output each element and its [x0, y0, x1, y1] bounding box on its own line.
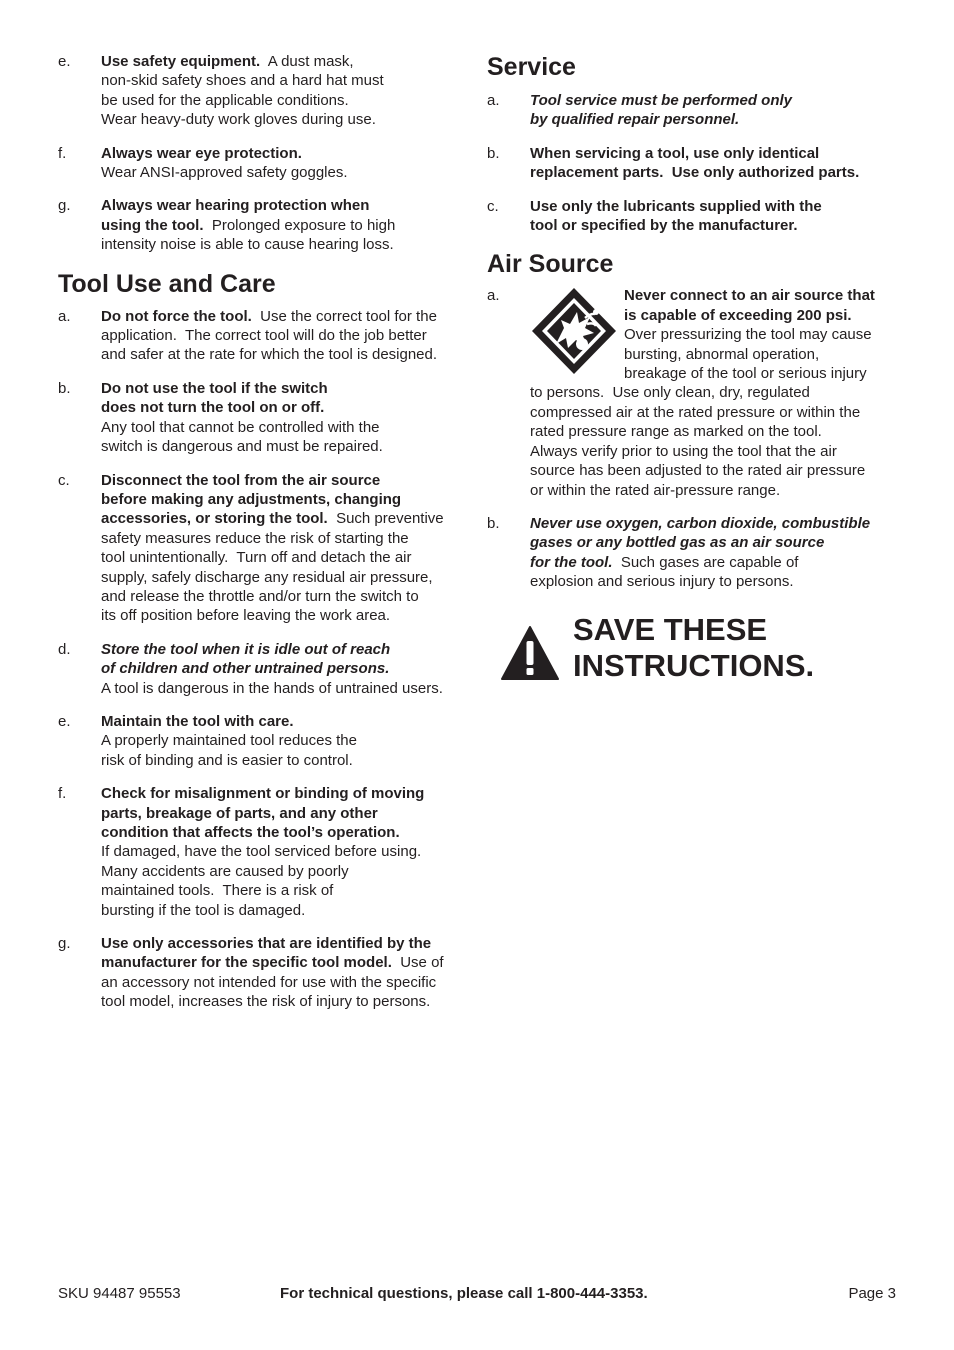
- text-line: [101, 490, 476, 509]
- text-line: [101, 862, 476, 881]
- item-body: [530, 144, 907, 183]
- text-line: [101, 679, 476, 698]
- item-body: [101, 784, 476, 920]
- emphasis-text: Maintain the tool with care.: [101, 712, 294, 730]
- emphasis-text: Disconnect the tool from the air source: [101, 471, 381, 489]
- page-footer: [58, 1285, 896, 1305]
- body-text: and release the throttle and/or turn the switch to: [101, 587, 419, 605]
- body-text: switch is dangerous and must be repaired.: [101, 438, 383, 456]
- body-text: Wear heavy-duty work gloves during use.: [101, 111, 376, 129]
- text-line: [101, 379, 476, 398]
- item-letter: f.: [58, 144, 67, 162]
- text-line: [530, 572, 907, 591]
- emphasis-text: Use only accessories that are identified by the: [101, 935, 432, 953]
- item-letter: c.: [58, 471, 70, 489]
- text-line: [101, 953, 476, 972]
- save-instructions-banner: [501, 612, 907, 684]
- list-item: [487, 144, 907, 183]
- body-text: compressed air at the rated pressure or within the: [530, 403, 861, 421]
- emphasis-text: manufacturer for the specific tool model.: [101, 954, 392, 972]
- item-body: [101, 307, 476, 365]
- service-heading: Service: [487, 53, 576, 81]
- body-text: and safer at the rate for which the tool is designed.: [101, 346, 438, 364]
- emphasis-text: When servicing a tool, use only identical: [530, 144, 820, 162]
- body-text: Such gases are capable of: [612, 553, 799, 571]
- item-letter: a.: [487, 92, 500, 109]
- emphasis-text: accessories, or storing the tool.: [101, 510, 328, 528]
- text-line: [101, 91, 476, 110]
- text-line: [530, 163, 907, 182]
- text-line: [101, 973, 476, 992]
- text-line: [530, 481, 907, 500]
- text-line: [101, 804, 476, 823]
- item-body: [101, 379, 476, 457]
- body-text: tool unintentionally. Turn off and detach the air: [101, 549, 412, 567]
- item-body: [530, 514, 907, 592]
- text-line: [101, 640, 476, 659]
- text-line: [101, 163, 476, 182]
- body-text: application. The correct tool will do the job better: [101, 327, 427, 345]
- text-line: [530, 442, 907, 461]
- text-line: [530, 144, 907, 163]
- sku-number: SKU 94487 95553: [58, 1285, 181, 1302]
- text-line: [530, 533, 907, 552]
- body-text: Such preventive: [327, 510, 444, 528]
- service-list: [487, 91, 907, 235]
- item-letter: f.: [58, 785, 67, 803]
- text-line: [101, 587, 476, 606]
- emphasis-text: Tool service must be performed only: [530, 92, 793, 109]
- item-letter: a.: [487, 287, 500, 305]
- list-item: [58, 784, 476, 920]
- text-line: [101, 110, 476, 129]
- list-item: [487, 91, 907, 130]
- right-column: [487, 52, 907, 684]
- list-item: [58, 52, 476, 130]
- body-text: risk of binding and is easier to control.: [101, 751, 353, 769]
- item-letter: a.: [58, 307, 71, 325]
- body-text: rated pressure range as marked on the tool.: [530, 423, 822, 441]
- text-line: [101, 529, 476, 548]
- emphasis-text: Store the tool when it is idle out of reach: [101, 640, 391, 658]
- save-line-2: INSTRUCTIONS.: [573, 647, 815, 683]
- emphasis-text: tool or specified by the manufacturer.: [530, 217, 798, 235]
- text-line: [101, 568, 476, 587]
- item-body: [101, 471, 476, 626]
- body-text: bursting if the tool is damaged.: [101, 901, 306, 919]
- body-text: intensity noise is able to cause hearing loss.: [101, 236, 394, 254]
- body-text: Always verify prior to using the tool that the air: [530, 442, 837, 460]
- emphasis-text: Use safety equipment.: [101, 53, 261, 70]
- item-body: [101, 144, 476, 183]
- item-body: [101, 196, 476, 254]
- body-text: safety measures reduce the risk of starting the: [101, 529, 409, 547]
- body-text: an accessory not intended for use with the specific: [101, 973, 437, 991]
- body-text: tool model, increases the risk of injury to persons.: [101, 993, 431, 1011]
- text-line: [530, 403, 907, 422]
- list-item: [58, 196, 476, 254]
- list-item: [58, 712, 476, 770]
- text-line: [101, 823, 476, 842]
- body-text: maintained tools. There is a risk of: [101, 882, 334, 900]
- text-line: [101, 471, 476, 490]
- item-body: [530, 91, 907, 130]
- item-letter: b.: [487, 144, 500, 162]
- air-a-below-text: [530, 383, 907, 499]
- item-letter: g.: [58, 935, 71, 953]
- emphasis-text: for the tool.: [530, 553, 613, 571]
- emphasis-text: Never use oxygen, carbon dioxide, combustible: [530, 514, 871, 532]
- list-item: [58, 144, 476, 183]
- item-letter: e.: [58, 53, 71, 70]
- body-text: breakage of the tool or serious injury: [624, 365, 867, 383]
- air-b-container: [487, 514, 907, 592]
- text-line: [530, 216, 907, 235]
- tool-use-list: [58, 307, 476, 1012]
- text-line: [101, 345, 476, 364]
- body-text: Many accidents are caused by poorly: [101, 862, 349, 880]
- text-line: [530, 553, 907, 572]
- text-line: [101, 606, 476, 625]
- text-line: [530, 461, 907, 480]
- list-item: [58, 640, 476, 698]
- text-line: [101, 418, 476, 437]
- body-text: If damaged, have the tool serviced before using.: [101, 843, 422, 861]
- item-body: [101, 934, 476, 1012]
- list-item: [487, 286, 907, 499]
- explosion-hazard-icon: [530, 286, 624, 382]
- list-item: [487, 197, 907, 236]
- emphasis-text: does not turn the tool on or off.: [101, 399, 325, 417]
- text-line: [101, 326, 476, 345]
- save-line-1: SAVE THESE: [573, 611, 768, 647]
- text-line: [101, 71, 476, 90]
- emphasis-text: is capable of exceeding 200 psi.: [624, 306, 852, 324]
- text-line: [101, 784, 476, 803]
- text-line: [530, 197, 907, 216]
- item-body: [101, 52, 476, 130]
- emphasis-text: of children and other untrained persons.: [101, 660, 390, 678]
- emphasis-text: Use only the lubricants supplied with the: [530, 197, 822, 215]
- emphasis-text: Never connect to an air source that: [624, 287, 875, 305]
- body-text: bursting, abnormal operation,: [624, 345, 820, 363]
- air-source-heading: Air Source: [487, 250, 614, 279]
- tool-use-heading: Tool Use and Care: [58, 269, 276, 298]
- list-item: [58, 471, 476, 626]
- text-line: [101, 751, 476, 770]
- emphasis-text: Always wear eye protection.: [101, 144, 302, 162]
- text-line: [101, 934, 476, 953]
- text-line: [101, 901, 476, 920]
- text-line: [101, 731, 476, 750]
- list-item: [58, 934, 476, 1012]
- body-text: to persons. Use only clean, dry, regulated: [530, 384, 810, 402]
- item-letter: c.: [487, 197, 499, 215]
- text-line: [101, 144, 476, 163]
- emphasis-text: using the tool.: [101, 216, 204, 234]
- body-text: Wear ANSI-approved safety goggles.: [101, 164, 348, 182]
- text-line: [530, 422, 907, 441]
- text-line: [101, 437, 476, 456]
- emphasis-text: Do not force the tool.: [101, 307, 252, 325]
- text-line: [101, 235, 476, 254]
- text-line: [530, 110, 907, 129]
- emphasis-text: replacement parts. Use only authorized parts.: [530, 164, 860, 182]
- left-column: [58, 52, 476, 1026]
- body-text: or within the rated air-pressure range.: [530, 481, 781, 499]
- page-number: Page 3: [848, 1285, 896, 1302]
- emphasis-text: parts, breakage of parts, and any other: [101, 804, 378, 822]
- item-body: [530, 286, 907, 499]
- emphasis-text: before making any adjustments, changing: [101, 490, 402, 508]
- body-text: Use the correct tool for the: [251, 307, 437, 325]
- emphasis-text: condition that affects the tool’s operation.: [101, 824, 400, 841]
- emphasis-text: by qualified repair personnel.: [530, 111, 740, 129]
- body-text: A properly maintained tool reduces the: [101, 732, 357, 750]
- body-text: non-skid safety shoes and a hard hat must: [101, 72, 384, 90]
- body-text: Use of: [391, 954, 444, 972]
- item-body: [101, 712, 476, 770]
- body-text: A dust mask,: [260, 53, 354, 70]
- technical-contact: For technical questions, please call 1-800-444-3353.: [280, 1285, 648, 1302]
- item-letter: e.: [58, 712, 71, 730]
- text-line: [101, 509, 476, 528]
- save-instructions-text: [573, 612, 814, 684]
- list-item: [58, 307, 476, 365]
- body-text: Over pressurizing the tool may cause: [624, 326, 872, 344]
- body-text: its off position before leaving the work area.: [101, 607, 391, 625]
- body-text: Any tool that cannot be controlled with the: [101, 418, 380, 436]
- text-line: [101, 216, 476, 235]
- body-text: be used for the applicable conditions.: [101, 91, 349, 109]
- text-line: [101, 659, 476, 678]
- text-line: [101, 548, 476, 567]
- text-line: [101, 196, 476, 215]
- item-letter: b.: [58, 379, 71, 397]
- text-line: [101, 398, 476, 417]
- list-item: [58, 379, 476, 457]
- emphasis-text: gases or any bottled gas as an air source: [530, 534, 825, 552]
- text-line: [101, 881, 476, 900]
- body-text: supply, safely discharge any residual air pressure,: [101, 568, 433, 586]
- text-line: [530, 514, 907, 533]
- safety-list-continued: [58, 52, 476, 255]
- item-body: [530, 197, 907, 236]
- text-line: [101, 992, 476, 1011]
- item-letter: g.: [58, 197, 71, 215]
- list-item: [487, 514, 907, 592]
- text-line: [530, 91, 907, 110]
- body-text: A tool is dangerous in the hands of untrained users.: [101, 679, 443, 697]
- text-line: [530, 383, 907, 402]
- emphasis-text: Always wear hearing protection when: [101, 197, 370, 215]
- item-letter: d.: [58, 640, 71, 658]
- text-line: [101, 307, 476, 326]
- text-line: [101, 712, 476, 731]
- emphasis-text: Check for misalignment or binding of moving: [101, 785, 425, 803]
- item-body: [101, 640, 476, 698]
- text-line: [101, 52, 476, 71]
- body-text: explosion and serious injury to persons.: [530, 573, 794, 591]
- emphasis-text: Do not use the tool if the switch: [101, 379, 328, 397]
- body-text: source has been adjusted to the rated air pressure: [530, 462, 866, 480]
- item-letter: b.: [487, 514, 500, 532]
- text-line: [101, 842, 476, 861]
- warning-triangle-icon: [501, 625, 559, 681]
- body-text: Prolonged exposure to high: [203, 216, 396, 234]
